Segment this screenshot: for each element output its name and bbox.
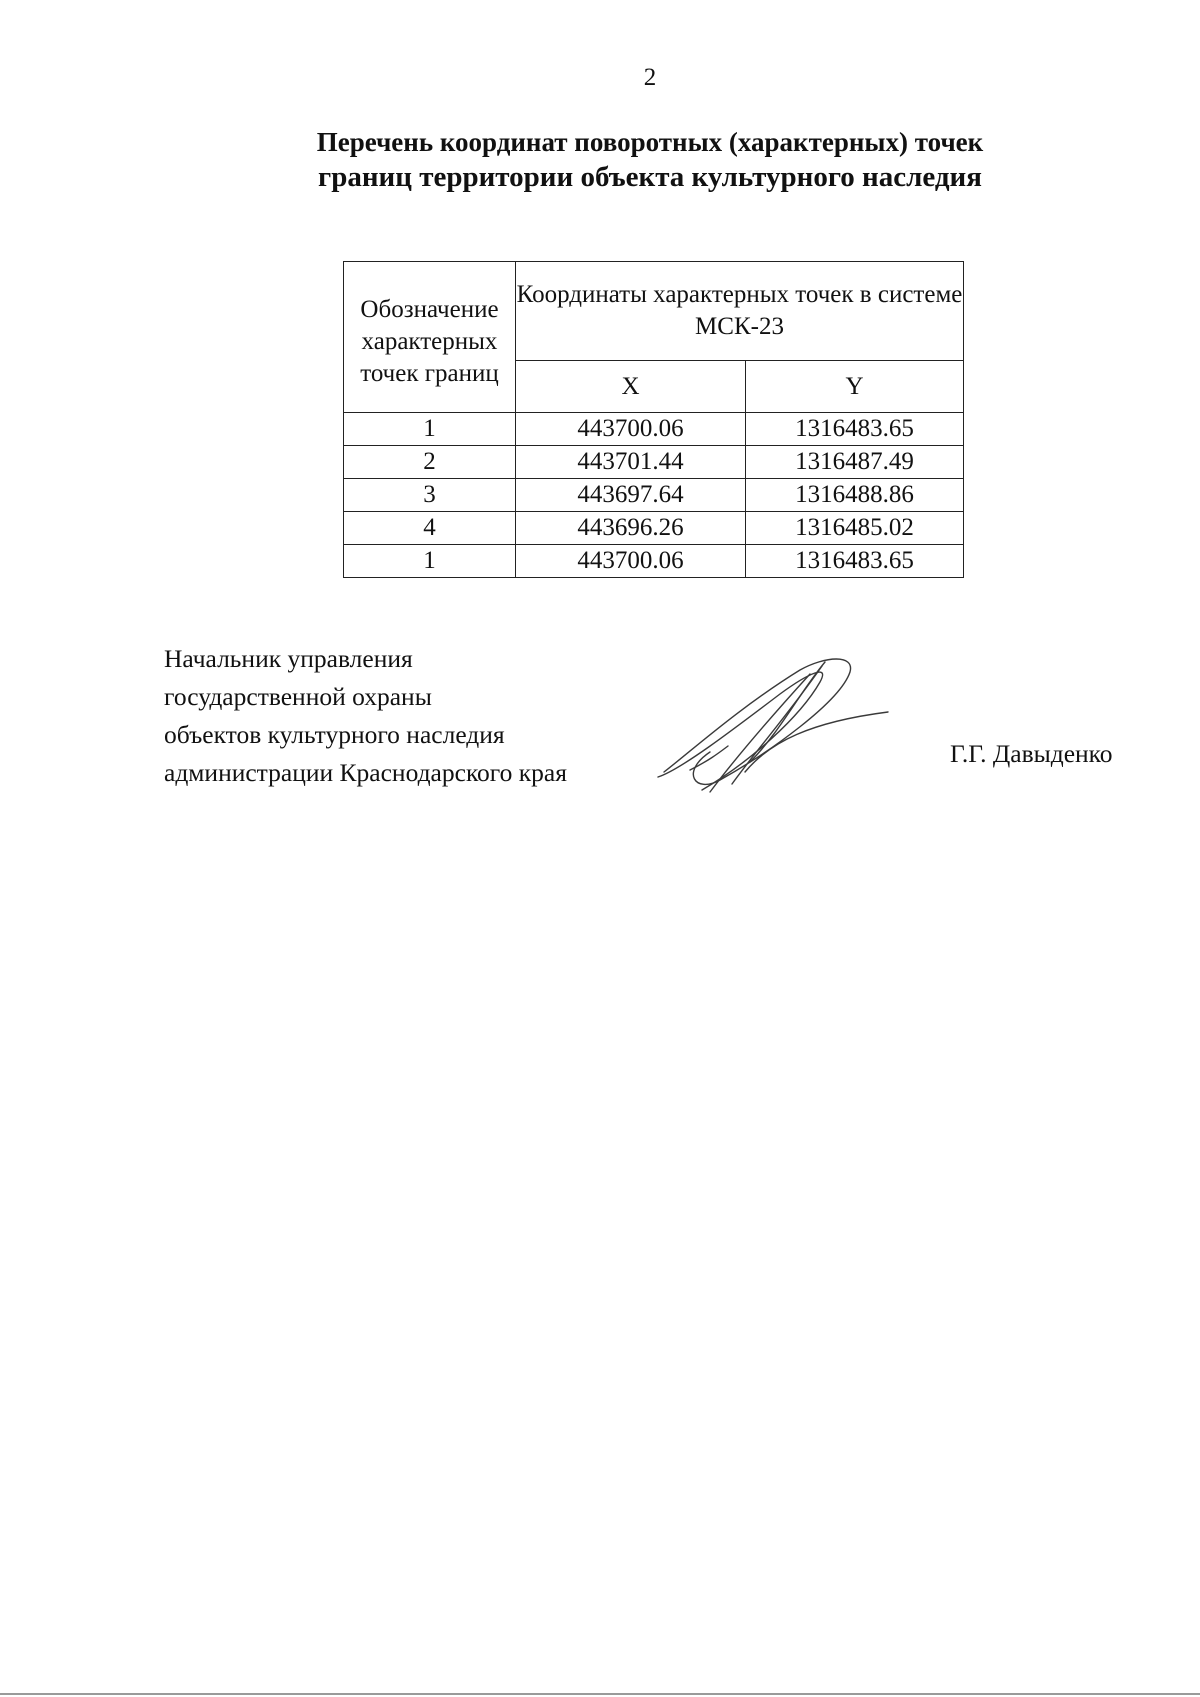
coord-y: 1316487.49 (746, 446, 964, 479)
document-title-line-1: Перечень координат поворотных (характерных) точек (316, 127, 984, 157)
point-number: 4 (344, 512, 516, 545)
signatory-position (164, 640, 567, 792)
document-title (0, 125, 1200, 195)
coord-x: 443696.26 (516, 512, 746, 545)
signatory-position-line: Начальник управления (164, 644, 413, 673)
coord-x: 443700.06 (516, 545, 746, 578)
coord-y: 1316488.86 (746, 479, 964, 512)
table-row (344, 446, 964, 479)
table-row (344, 545, 964, 578)
page-bottom-edge (0, 1693, 1200, 1695)
point-number: 1 (344, 545, 516, 578)
point-number: 2 (344, 446, 516, 479)
coord-y: 1316485.02 (746, 512, 964, 545)
coordinates-table (343, 261, 964, 578)
signatory-position-line: объектов культурного наследия (164, 720, 505, 749)
point-number: 1 (344, 413, 516, 446)
header-point-designation: Обозначение характерных точек границ (344, 262, 516, 413)
coord-x: 443697.64 (516, 479, 746, 512)
header-y: Y (746, 361, 964, 413)
signatory-name: Г.Г. Давыденко (950, 739, 1113, 768)
table-row (344, 479, 964, 512)
header-coordinates: Координаты характерных точек в системе МСК-23 (516, 262, 964, 361)
document-title-line-2: границ территории объекта культурного наследия (318, 161, 982, 193)
signatory-position-line: администрации Краснодарского края (164, 758, 567, 787)
table-row (344, 512, 964, 545)
coord-y: 1316483.65 (746, 545, 964, 578)
signatory-position-line: государственной охраны (164, 682, 432, 711)
page-number: 2 (643, 64, 657, 91)
header-x: X (516, 361, 746, 413)
coord-x: 443700.06 (516, 413, 746, 446)
coord-y: 1316483.65 (746, 413, 964, 446)
handwritten-signature (650, 652, 890, 797)
point-number: 3 (344, 479, 516, 512)
coord-x: 443701.44 (516, 446, 746, 479)
table-row (344, 413, 964, 446)
